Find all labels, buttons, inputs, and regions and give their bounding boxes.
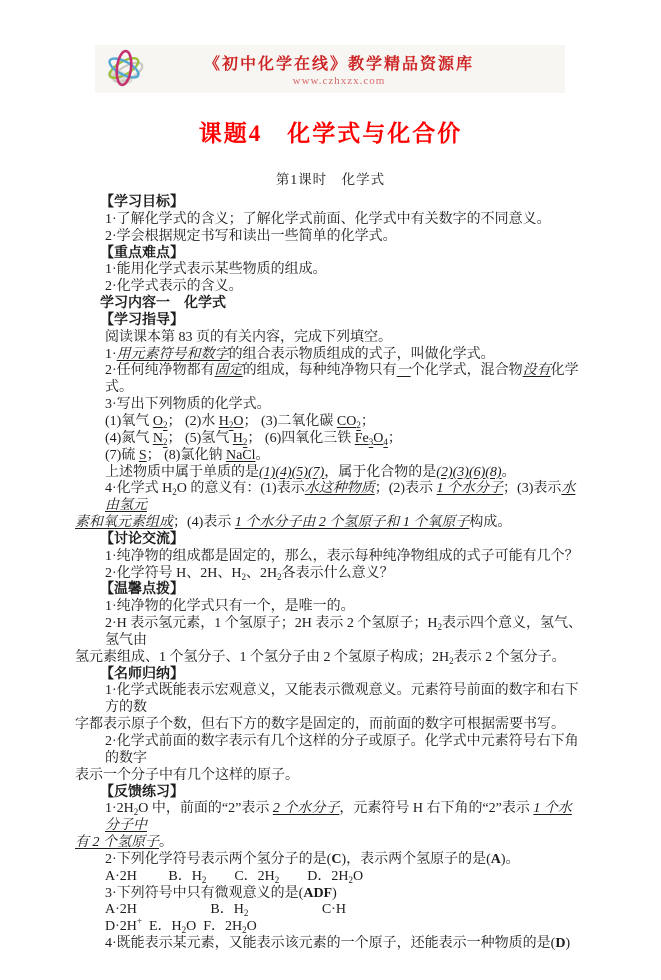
- text-segment: 2·学会根据规定书写和读出一些简单的化学式。: [105, 228, 397, 244]
- text-segment: D: [555, 936, 566, 952]
- text-segment: 2: [449, 655, 454, 666]
- text-segment: ；(3)表示: [503, 481, 562, 497]
- text-segment: ADF: [303, 885, 333, 901]
- text-segment: 1·能用化学式表示某些物质的组成。: [105, 262, 327, 278]
- text-segment: ；: [360, 413, 375, 429]
- text-segment: 水这种物质: [304, 481, 375, 497]
- text-segment: 阅读课本第 83 页的有关内容，完成下列填空。: [105, 329, 392, 345]
- text-segment: ): [565, 936, 571, 952]
- text-segment: 4·化学式 H: [105, 481, 173, 497]
- text-segment: (2)(3)(6)(8): [436, 464, 502, 480]
- text-segment: NaCl: [225, 447, 256, 463]
- text-segment: 2: [242, 436, 248, 447]
- text-segment: (4)氮气: [105, 430, 153, 446]
- doc-line: [75, 330, 585, 347]
- banner-title: 《初中化学在线》教学精品资源库: [203, 56, 474, 73]
- text-segment: 氢元素组成、1 个氢分子、1 个氢分子由 2 个氢原子构成；2H: [75, 649, 450, 665]
- text-segment: 2·下列化学符号表示两个氢分子的是(: [105, 851, 332, 867]
- text-segment: O: [152, 413, 163, 429]
- document-page: [0, 45, 661, 953]
- text-segment: O: [246, 919, 257, 935]
- text-segment: C．2H: [206, 868, 275, 884]
- doc-line: [75, 785, 585, 802]
- text-segment: 表示 2 个氢分子。: [453, 649, 566, 665]
- text-segment: 个化学式，混合物: [410, 363, 523, 379]
- text-segment: (1)氧气: [105, 413, 153, 429]
- text-segment: 1·化学式既能表示宏观意义，又能表示微观意义。元素符号前面的数字和右下方的数: [105, 683, 579, 716]
- text-segment: 1·了解化学式的含义；了解化学式前面、化学式中有关数字的不同意义。: [105, 211, 551, 227]
- text-segment: A·2H B．H: [105, 868, 202, 884]
- doc-line: [75, 313, 585, 330]
- doc-line: [75, 465, 585, 482]
- doc-line: [75, 347, 585, 364]
- banner-text: [153, 51, 565, 87]
- page-title: 课题4 化学式与化合价: [198, 121, 463, 146]
- text-segment: ； (6)四氧化三铁: [247, 430, 355, 446]
- text-segment: 的组成，每种纯净物只有: [242, 363, 397, 379]
- doc-line: [75, 195, 585, 212]
- doc-line: [75, 650, 585, 667]
- doc-line: [75, 566, 585, 583]
- doc-line: [75, 835, 585, 852]
- doc-line: [75, 481, 585, 515]
- text-segment: ； (5)氢气: [167, 430, 233, 446]
- doc-line: [75, 431, 585, 448]
- text-segment: H: [218, 413, 229, 429]
- text-segment: 2·化学式表示的含义。: [105, 279, 243, 295]
- doc-line: [75, 414, 585, 431]
- doc-line: [75, 886, 585, 903]
- text-segment: 2·化学符号 H、2H、H: [105, 565, 242, 581]
- text-segment: 1·: [105, 346, 117, 362]
- text-segment: 【讨论交流】: [100, 531, 184, 547]
- site-banner: [95, 45, 565, 93]
- text-segment: ； (3)二氧化碳: [243, 413, 337, 429]
- text-segment: 构成。: [469, 515, 512, 531]
- text-segment: 2: [243, 908, 249, 919]
- text-segment: 1 个水分子中: [105, 801, 572, 834]
- text-segment: Fe: [354, 430, 369, 446]
- text-segment: ；(2)表示: [374, 481, 437, 497]
- text-segment: (7)硫: [105, 447, 139, 463]
- text-segment: 2: [242, 925, 247, 936]
- text-segment: 【重点难点】: [100, 245, 184, 261]
- doc-line: [75, 279, 585, 296]
- doc-line: [75, 582, 585, 599]
- atom-logo-icon: [95, 47, 153, 91]
- text-segment: O: [353, 868, 364, 884]
- text-segment: A·2H B．H: [105, 902, 244, 918]
- text-segment: 素和氧元素组成: [75, 515, 173, 531]
- text-segment: 化学式。: [105, 363, 579, 396]
- text-segment: 3·下列符号中只有微观意义的是(: [105, 885, 304, 901]
- text-segment: D．2H: [279, 868, 349, 884]
- atom-logo-icon: [102, 47, 146, 91]
- text-segment: E．H: [141, 919, 182, 935]
- text-segment: 学习内容一 化学式: [100, 296, 226, 312]
- document-body: [75, 195, 585, 953]
- text-segment: 【学习目标】: [100, 195, 184, 210]
- text-segment: 。: [501, 464, 516, 480]
- doc-line: [75, 734, 585, 768]
- text-segment: 2: [181, 925, 187, 936]
- text-segment: 2·任何纯净物都有: [105, 363, 215, 379]
- text-segment: 有 2 个氢原子: [75, 835, 159, 851]
- doc-line: [75, 667, 585, 684]
- banner-url: www.czhxzx.com: [292, 75, 386, 87]
- text-segment: 各表示什么意义？: [281, 565, 394, 581]
- text-segment: ； (8)氯化钠: [146, 447, 226, 463]
- text-segment: C: [331, 851, 342, 867]
- doc-line: [75, 599, 585, 616]
- doc-line: [75, 363, 585, 397]
- text-segment: 的组合表示物质组成的式子，叫做化学式。: [228, 346, 495, 362]
- text-segment: O 的意义有：(1)表示: [176, 481, 305, 497]
- text-segment: 【名师归纳】: [100, 666, 184, 682]
- text-segment: ； (2)水: [167, 413, 219, 429]
- lesson-subtitle: 第1课时 化学式: [275, 172, 386, 187]
- text-segment: ，元素符号 H 右下角的“2”表示: [339, 801, 534, 817]
- text-segment: 2: [356, 419, 361, 430]
- doc-line: [75, 683, 585, 717]
- text-segment: 2: [348, 874, 354, 885]
- doc-line: [75, 852, 585, 869]
- text-segment: 【学习指导】: [100, 312, 184, 328]
- text-segment: 2: [228, 419, 234, 430]
- text-segment: O: [373, 430, 384, 446]
- text-segment: 1 个水分子: [436, 481, 504, 497]
- text-segment: 。: [255, 447, 270, 463]
- text-segment: )，表示两个氢原子的是(: [341, 851, 491, 867]
- text-segment: 用元素符号和数字: [116, 346, 229, 362]
- text-segment: D·2H: [105, 919, 137, 935]
- text-segment: 2: [162, 419, 168, 430]
- doc-line: [75, 296, 585, 313]
- text-segment: 没有: [522, 363, 551, 379]
- doc-line: [75, 397, 585, 414]
- doc-line: [75, 936, 585, 953]
- text-segment: 2: [274, 874, 280, 885]
- text-segment: 水由氢元: [105, 481, 576, 514]
- text-segment: 2: [437, 622, 442, 633]
- text-segment: +: [136, 916, 142, 927]
- doc-line: [75, 902, 585, 919]
- text-segment: 。: [159, 835, 173, 851]
- text-segment: 2·化学式前面的数字表示有几个这样的分子或原子。化学式中元素符号右下角的数字: [105, 734, 579, 766]
- doc-line: [75, 549, 585, 566]
- text-segment: O F．2H: [186, 919, 243, 935]
- doc-line: [75, 801, 585, 835]
- text-segment: 【温馨点拨】: [100, 582, 184, 598]
- text-segment: ): [332, 885, 337, 901]
- doc-line: [75, 532, 585, 549]
- text-segment: S: [138, 447, 147, 463]
- text-segment: 字都表示原子个数，但右下方的数字是固定的，而前面的数字可根据需要书写。: [75, 717, 565, 733]
- doc-line: [75, 616, 585, 650]
- text-segment: ；: [387, 430, 402, 446]
- text-segment: 2: [172, 487, 177, 498]
- text-segment: 2·H 表示氢元素，1 个氢原子；2H 表示 2 个氢原子；H: [105, 616, 438, 632]
- text-segment: 3: [368, 436, 374, 447]
- text-segment: 2: [241, 571, 246, 582]
- text-segment: ；(4)表示: [173, 515, 235, 531]
- text-segment: 2: [201, 874, 207, 885]
- text-segment: 1 个水分子由 2 个氢原子和 1 个氧原子: [234, 515, 470, 531]
- doc-line: [75, 515, 585, 532]
- doc-line: [75, 768, 585, 785]
- text-segment: 2 个水分子: [272, 801, 340, 817]
- doc-line: [75, 448, 585, 465]
- text-segment: (1)(4)(5)(7): [259, 464, 325, 480]
- text-segment: 表示四个意义，氢气、氢气由: [105, 616, 582, 648]
- text-segment: H: [232, 430, 243, 446]
- doc-line: [75, 229, 585, 246]
- text-segment: O: [233, 413, 244, 429]
- text-segment: 【反馈练习】: [100, 784, 184, 800]
- text-segment: 2: [162, 436, 168, 447]
- doc-line: [75, 246, 585, 263]
- text-segment: 3·写出下列物质的化学式。: [105, 397, 271, 413]
- text-segment: 2: [133, 807, 139, 818]
- text-segment: 1·纯净物的组成都是固定的，那么，表示每种纯净物组成的式子可能有几个？: [105, 548, 579, 564]
- text-segment: 上述物质中属于单质的是: [105, 464, 259, 480]
- text-segment: 2: [277, 571, 282, 582]
- text-segment: 1·2H: [105, 801, 134, 817]
- text-segment: 4: [383, 436, 388, 447]
- text-segment: N: [152, 430, 163, 446]
- doc-line: [75, 212, 585, 229]
- text-segment: ，属于化合物的是: [324, 464, 437, 480]
- text-segment: 、2H: [246, 565, 278, 581]
- text-segment: A: [490, 851, 501, 867]
- text-segment: 固定: [214, 363, 243, 379]
- text-segment: CO: [336, 413, 357, 429]
- text-segment: O 中，前面的“2”表示: [138, 801, 273, 817]
- text-segment: 4·既能表示某元素，又能表示该元素的一个原子，还能表示一种物质的是(: [105, 936, 556, 952]
- text-segment: 表示一个分子中有几个这样的原子。: [75, 767, 299, 783]
- text-segment: 一: [396, 363, 411, 379]
- text-segment: 1·纯净物的化学式只有一个，是唯一的。: [105, 599, 355, 615]
- doc-line: [75, 717, 585, 734]
- doc-line: [75, 262, 585, 279]
- doc-line: [75, 869, 585, 886]
- text-segment: C·H: [248, 902, 346, 918]
- text-segment: )。: [500, 851, 520, 867]
- doc-line: [75, 916, 585, 936]
